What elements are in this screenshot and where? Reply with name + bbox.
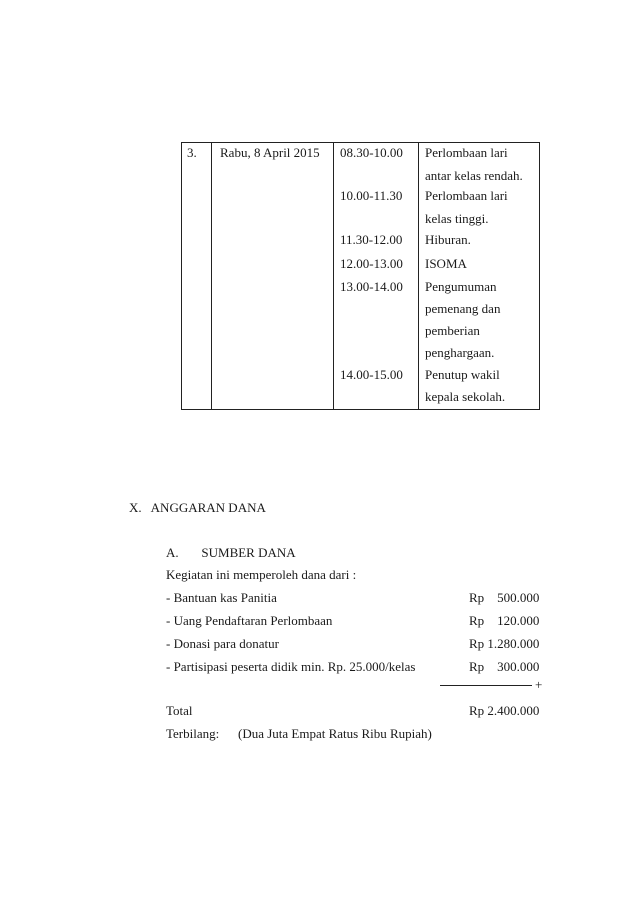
fund-item-label: - Donasi para donatur bbox=[166, 636, 279, 651]
fund-item-amount: Rp 1.280.000 bbox=[469, 636, 540, 651]
activity-line: ISOMA bbox=[425, 256, 467, 271]
activity-line: kepala sekolah. bbox=[425, 389, 506, 404]
table-bottom-border bbox=[181, 409, 540, 410]
table-col-border bbox=[181, 142, 182, 410]
time-slot: 08.30-10.00 bbox=[340, 145, 403, 160]
fund-item-amount: Rp 500.000 bbox=[469, 590, 540, 605]
total-amount: Rp 2.400.000 bbox=[469, 703, 540, 718]
time-slot: 14.00-15.00 bbox=[340, 367, 403, 382]
table-top-border bbox=[181, 142, 540, 143]
activity-line: Perlombaan lari bbox=[425, 145, 508, 160]
time-slot: 11.30-12.00 bbox=[340, 232, 403, 247]
activity-line: Pengumuman bbox=[425, 279, 497, 294]
fund-item-label: - Bantuan kas Panitia bbox=[166, 590, 277, 605]
activity-line: pemberian bbox=[425, 323, 480, 338]
table-col-border bbox=[333, 142, 334, 410]
table-col-border bbox=[539, 142, 540, 410]
total-label: Total bbox=[166, 703, 193, 718]
terbilang-value: (Dua Juta Empat Ratus Ribu Rupiah) bbox=[238, 726, 432, 741]
fund-item-label: - Partisipasi peserta didik min. Rp. 25.000/kelas bbox=[166, 659, 416, 674]
section-heading: X. ANGGARAN DANA bbox=[129, 500, 266, 515]
activity-line: pemenang dan bbox=[425, 301, 501, 316]
terbilang-label: Terbilang: bbox=[166, 726, 220, 741]
row-date: Rabu, 8 April 2015 bbox=[220, 145, 320, 160]
activity-line: Hiburan. bbox=[425, 232, 471, 247]
row-number: 3. bbox=[187, 145, 197, 160]
plus-sign: + bbox=[535, 677, 543, 692]
sum-line bbox=[440, 685, 532, 686]
time-slot: 13.00-14.00 bbox=[340, 279, 403, 294]
intro-text: Kegiatan ini memperoleh dana dari : bbox=[166, 567, 357, 582]
time-slot: 12.00-13.00 bbox=[340, 256, 403, 271]
time-slot: 10.00-11.30 bbox=[340, 188, 403, 203]
activity-line: Penutup wakil bbox=[425, 367, 500, 382]
activity-line: Perlombaan lari bbox=[425, 188, 508, 203]
fund-item-amount: Rp 300.000 bbox=[469, 659, 540, 674]
sub-heading: A. SUMBER DANA bbox=[166, 545, 296, 560]
fund-item-label: - Uang Pendaftaran Perlombaan bbox=[166, 613, 333, 628]
activity-line: antar kelas rendah. bbox=[425, 168, 523, 183]
activity-line: kelas tinggi. bbox=[425, 211, 489, 226]
table-col-border bbox=[418, 142, 419, 410]
activity-line: penghargaan. bbox=[425, 345, 495, 360]
fund-item-amount: Rp 120.000 bbox=[469, 613, 540, 628]
table-col-border bbox=[211, 142, 212, 410]
